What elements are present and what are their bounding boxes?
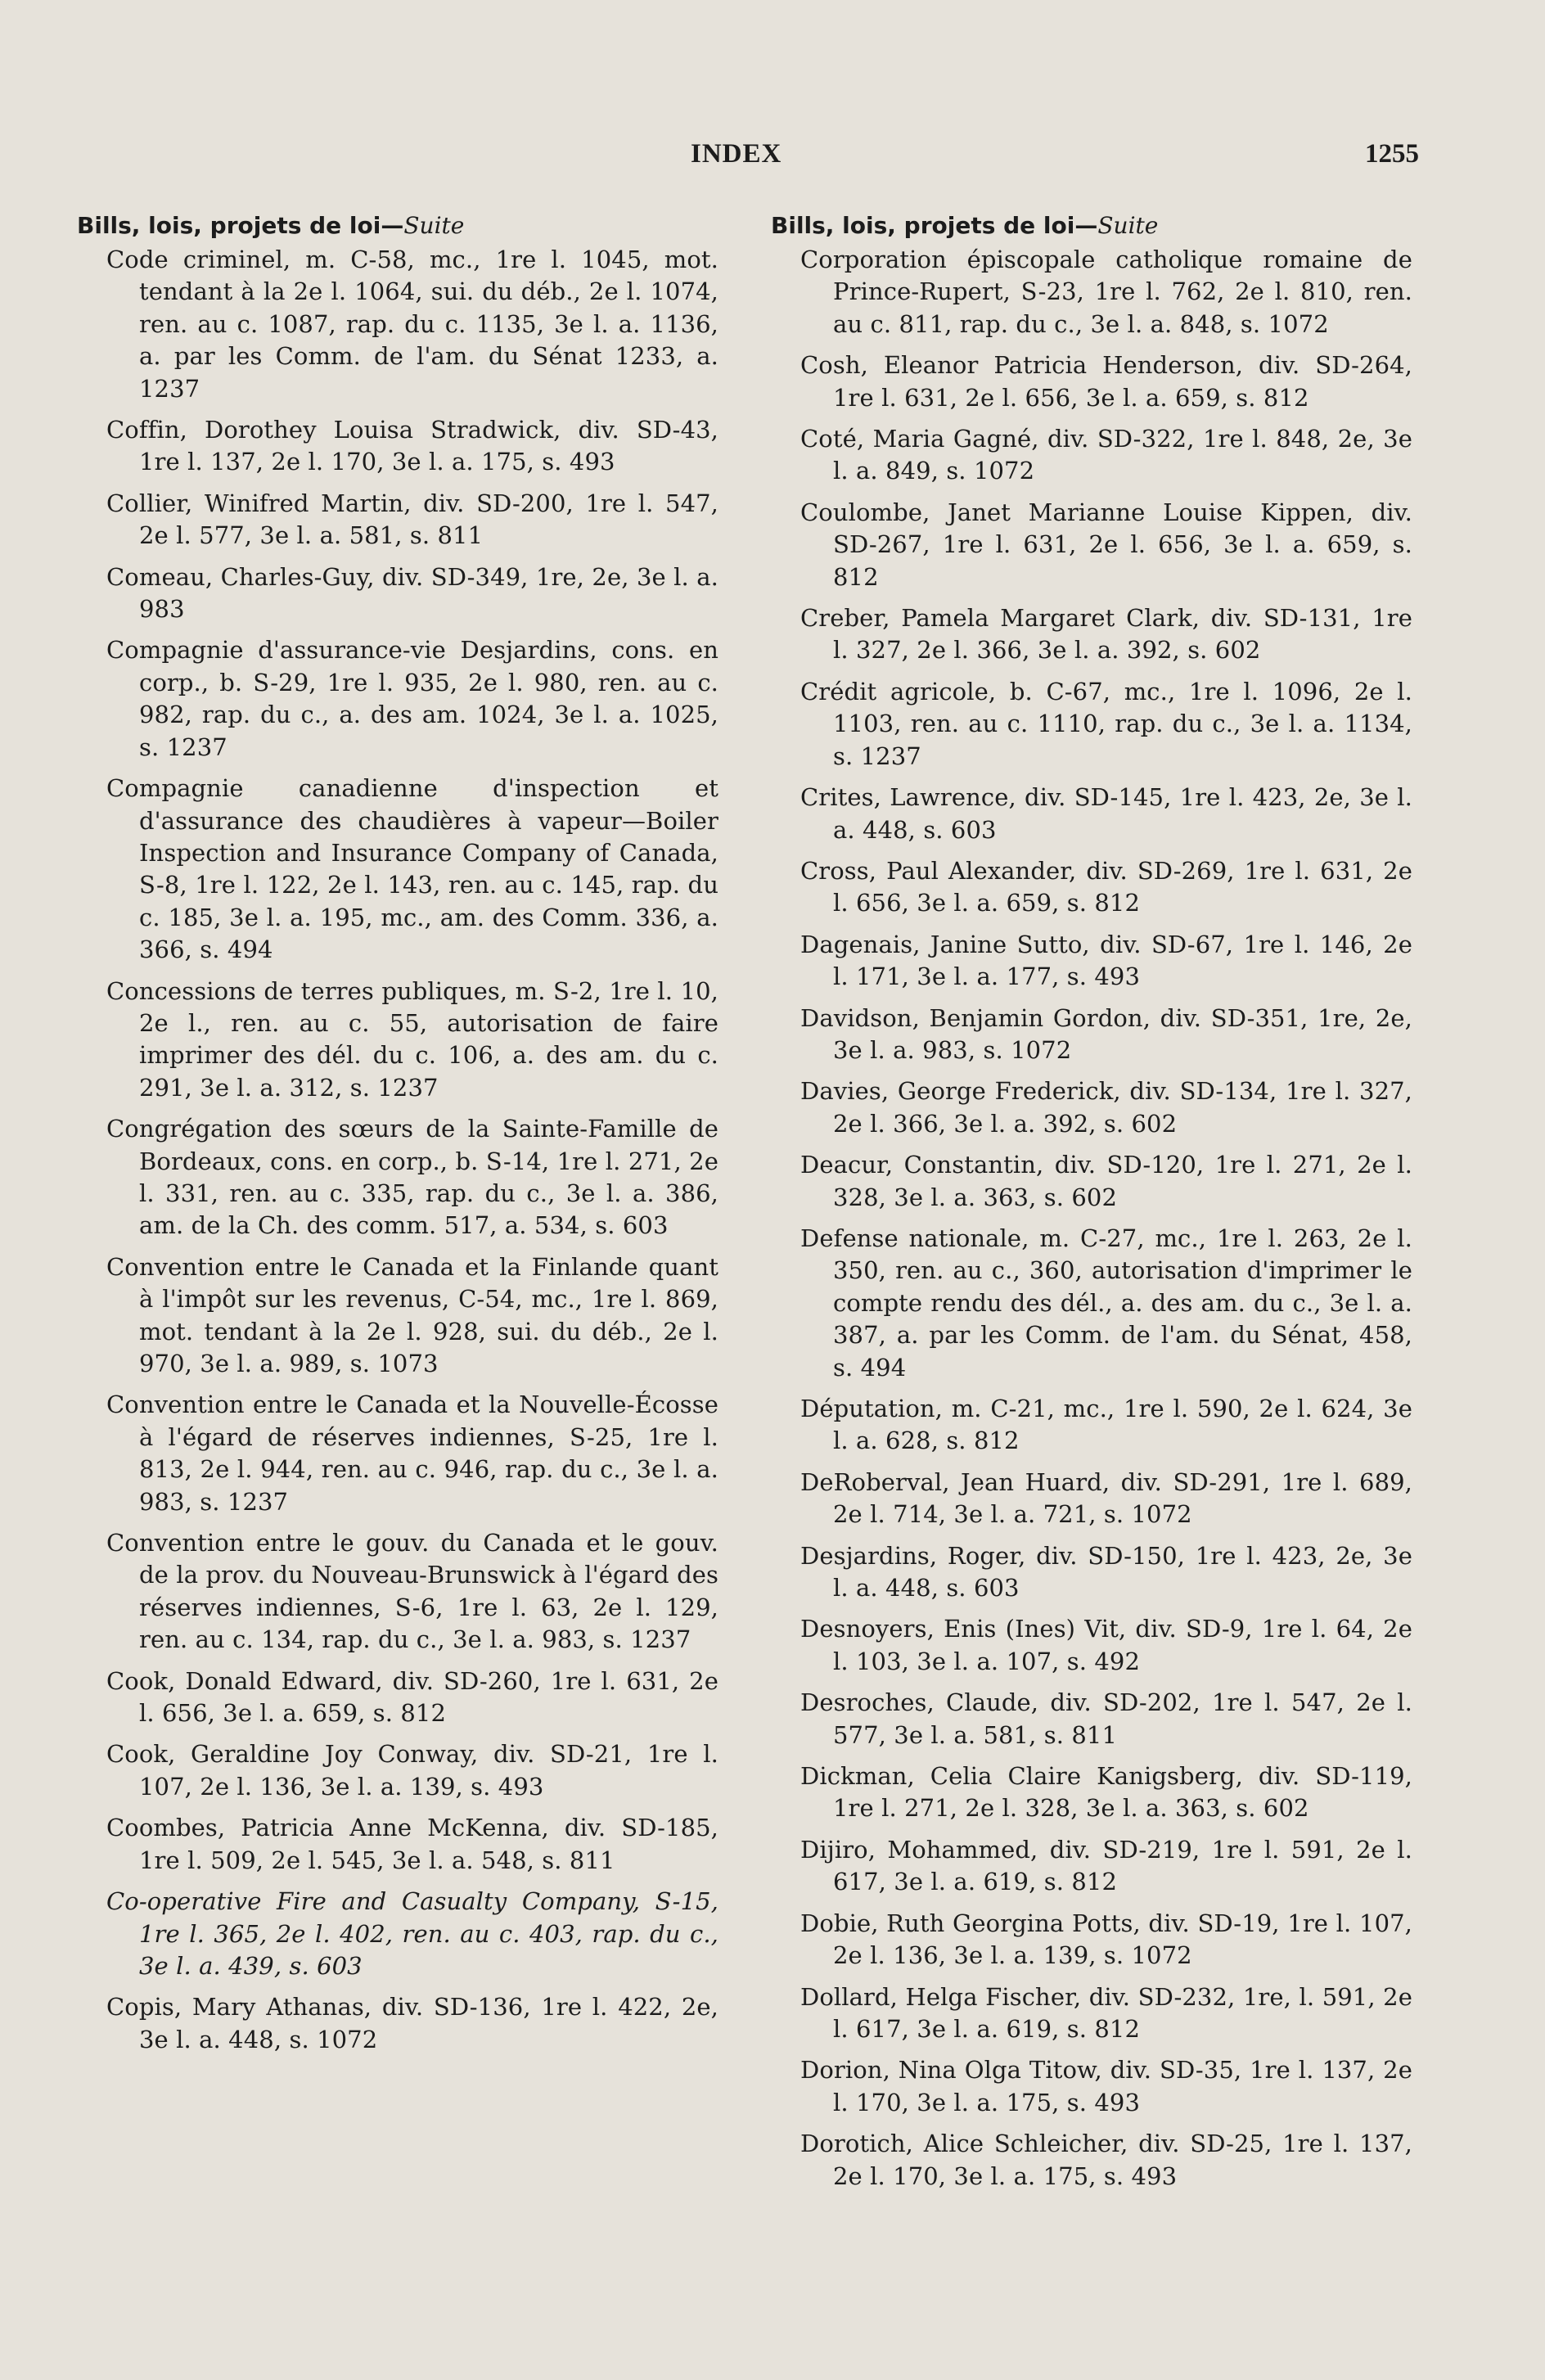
- index-entry: Dorotich, Alice Schleicher, div. SD-25, 1re l. 137, 2e l. 170, 3e l. a. 175, s. 493: [800, 2130, 1412, 2190]
- index-entry: Deacur, Constantin, div. SD-120, 1re l. 271, 2e l. 328, 3e l. a. 363, s. 602: [800, 1151, 1412, 1211]
- index-entry: Dijiro, Mohammed, div. SD-219, 1re l. 591, 2e l. 617, 3e l. a. 619, s. 812: [800, 1835, 1412, 1896]
- index-entry: Defense nationale, m. C-27, mc., 1re l. 263, 2e l. 350, ren. au c., 360, autorisation d'imprimer le compte rendu des dél., a. des am. du c., 3e l. a. 387, a. par les Comm. de l'am. du Sénat, 458, s. 494: [800, 1224, 1412, 1382]
- index-entry: Cross, Paul Alexander, div. SD-269, 1re l. 631, 2e l. 656, 3e l. a. 659, s. 812: [800, 856, 1412, 917]
- index-entry: Coombes, Patricia Anne McKenna, div. SD-185, 1re l. 509, 2e l. 545, 3e l. a. 548, s. 811: [106, 1814, 718, 1874]
- index-entry: Creber, Pamela Margaret Clark, div. SD-131, 1re l. 327, 2e l. 366, 3e l. a. 392, s. 602: [800, 604, 1412, 665]
- page-header: [0, 139, 1545, 175]
- right-heading-text: Bills, lois, projets de loi—: [771, 212, 1098, 239]
- index-entry: Dollard, Helga Fischer, div. SD-232, 1re, l. 591, 2e l. 617, 3e l. a. 619, s. 812: [800, 1982, 1412, 2043]
- index-entry: Coté, Maria Gagné, div. SD-322, 1re l. 848, 2e, 3e l. a. 849, s. 1072: [800, 425, 1412, 485]
- right-column-heading: [771, 211, 1412, 241]
- index-entry: Crédit agricole, b. C-67, mc., 1re l. 1096, 2e l. 1103, ren. au c. 1110, rap. du c., 3e l. a. 1134, s. 1237: [800, 677, 1412, 770]
- index-entry: Cook, Donald Edward, div. SD-260, 1re l. 631, 2e l. 656, 3e l. a. 659, s. 812: [106, 1666, 718, 1728]
- index-entry: Cook, Geraldine Joy Conway, div. SD-21, 1re l. 107, 2e l. 136, 3e l. a. 139, s. 493: [106, 1740, 718, 1801]
- index-entry: Davidson, Benjamin Gordon, div. SD-351, 1re, 2e, 3e l. a. 983, s. 1072: [800, 1003, 1412, 1064]
- left-heading-suite: Suite: [403, 212, 465, 239]
- page-title: INDEX: [691, 139, 782, 169]
- index-entry: Dobie, Ruth Georgina Potts, div. SD-19, 1re l. 107, 2e l. 136, 3e l. a. 139, s. 1072: [800, 1909, 1412, 1970]
- index-entry: Dagenais, Janine Sutto, div. SD-67, 1re l. 146, 2e l. 171, 3e l. a. 177, s. 493: [800, 930, 1412, 991]
- index-entry: Desnoyers, Enis (Ines) Vit, div. SD-9, 1re l. 64, 2e l. 103, 3e l. a. 107, s. 492: [800, 1615, 1412, 1675]
- index-entry: Compagnie d'assurance-vie Desjardins, cons. en corp., b. S-29, 1re l. 935, 2e l. 980, ren. au c. 982, rap. du c., a. des am. 1024, 3e l. a. 1025, s. 1237: [106, 636, 718, 761]
- index-entry: Collier, Winifred Martin, div. SD-200, 1re l. 547, 2e l. 577, 3e l. a. 581, s. 811: [106, 489, 718, 550]
- left-heading-text: Bills, lois, projets de loi—: [77, 212, 404, 239]
- index-entry: Députation, m. C-21, mc., 1re l. 590, 2e l. 624, 3e l. a. 628, s. 812: [800, 1395, 1412, 1455]
- left-column: [77, 211, 718, 2065]
- index-entry: Compagnie canadienne d'inspection et d'assurance des chaudières à vapeur—Boiler Inspection and Insurance Company of Canada, S-8, 1re l. 122, 2e l. 143, ren. au c. 145, rap. du c. 185, 3e l. a. 195, mc., am. des Comm. 336, a. 366, s. 494: [106, 774, 718, 964]
- left-column-heading: [77, 211, 718, 241]
- index-entry: Convention entre le Canada et la Finlande quant à l'impôt sur les revenus, C-54, mc., 1re l. 869, mot. tendant à la 2e l. 928, sui. du déb., 2e l. 970, 3e l. a. 989, s. 1073: [106, 1252, 718, 1377]
- index-entry: Co-operative Fire and Casualty Company, S-15, 1re l. 365, 2e l. 402, ren. au c. 403, rap. du c., 3e l. a. 439, s. 603: [106, 1887, 718, 1980]
- index-entry: Coulombe, Janet Marianne Louise Kippen, div. SD-267, 1re l. 631, 2e l. 656, 3e l. a. 659, s. 812: [800, 498, 1412, 591]
- index-entry: Davies, George Frederick, div. SD-134, 1re l. 327, 2e l. 366, 3e l. a. 392, s. 602: [800, 1077, 1412, 1138]
- index-entry: Comeau, Charles-Guy, div. SD-349, 1re, 2e, 3e l. a. 983: [106, 562, 718, 624]
- index-entry: Crites, Lawrence, div. SD-145, 1re l. 423, 2e, 3e l. a. 448, s. 603: [800, 783, 1412, 844]
- index-entry: Convention entre le Canada et la Nouvelle-Écosse à l'égard de réserves indiennes, S-25, 1re l. 813, 2e l. 944, ren. au c. 946, rap. du c., 3e l. a. 983, s. 1237: [106, 1391, 718, 1516]
- index-entry: Dickman, Celia Claire Kanigsberg, div. SD-119, 1re l. 271, 2e l. 328, 3e l. a. 363, s. 602: [800, 1762, 1412, 1823]
- right-column: [771, 211, 1412, 2202]
- index-entry: Concessions de terres publiques, m. S-2, 1re l. 10, 2e l., ren. au c. 55, autorisation de faire imprimer des dél. du c. 106, a. des am. du c. 291, 3e l. a. 312, s. 1237: [106, 976, 718, 1102]
- index-entry: Convention entre le gouv. du Canada et le gouv. de la prov. du Nouveau-Brunswick à l'égard des réserves indiennes, S-6, 1re l. 63, 2e l. 129, ren. au c. 134, rap. du c., 3e l. a. 983, s. 1237: [106, 1529, 718, 1654]
- index-entry: Corporation épiscopale catholique romaine de Prince-Rupert, S-23, 1re l. 762, 2e l. 810, ren. au c. 811, rap. du c., 3e l. a. 848, s. 1072: [800, 246, 1412, 338]
- index-entry: DeRoberval, Jean Huard, div. SD-291, 1re l. 689, 2e l. 714, 3e l. a. 721, s. 1072: [800, 1467, 1412, 1529]
- index-entry: Congrégation des sœurs de la Sainte-Famille de Bordeaux, cons. en corp., b. S-14, 1re l. 271, 2e l. 331, ren. au c. 335, rap. du c., 3e l. a. 386, am. de la Ch. des comm. 517, a. 534, s. 603: [106, 1115, 718, 1240]
- index-entry: Dorion, Nina Olga Titow, div. SD-35, 1re l. 137, 2e l. 170, 3e l. a. 175, s. 493: [800, 2056, 1412, 2116]
- index-entry: Coffin, Dorothey Louisa Stradwick, div. SD-43, 1re l. 137, 2e l. 170, 3e l. a. 175, s. 493: [106, 416, 718, 476]
- index-entry: Cosh, Eleanor Patricia Henderson, div. SD-264, 1re l. 631, 2e l. 656, 3e l. a. 659, s. 812: [800, 351, 1412, 412]
- index-entry: Desjardins, Roger, div. SD-150, 1re l. 423, 2e, 3e l. a. 448, s. 603: [800, 1541, 1412, 1602]
- page-number: 1255: [1365, 139, 1419, 169]
- right-heading-suite: Suite: [1097, 212, 1159, 239]
- index-entry: Copis, Mary Athanas, div. SD-136, 1re l. 422, 2e, 3e l. a. 448, s. 1072: [106, 1993, 718, 2053]
- index-entry: Desroches, Claude, div. SD-202, 1re l. 547, 2e l. 577, 3e l. a. 581, s. 811: [800, 1688, 1412, 1749]
- index-entry: Code criminel, m. C-58, mc., 1re l. 1045, mot. tendant à la 2e l. 1064, sui. du déb., 2e l. 1074, ren. au c. 1087, rap. du c. 1135, 3e l. a. 1136, a. par les Comm. de l'am. du Sénat 1233, a. 1237: [106, 246, 718, 403]
